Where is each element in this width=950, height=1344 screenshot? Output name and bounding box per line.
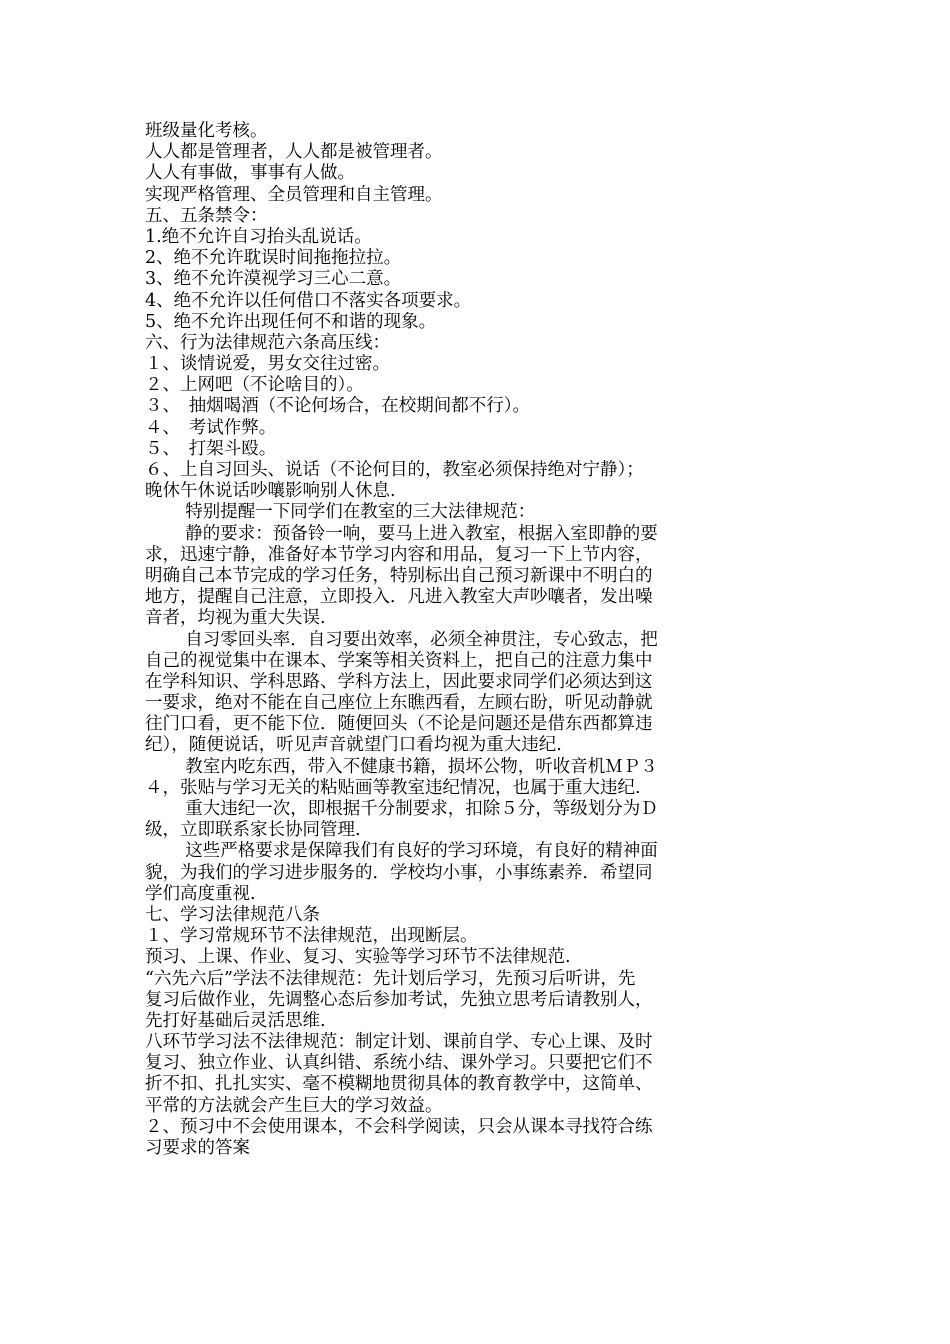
list-item: １、谈情说爱，男女交往过密。	[145, 354, 390, 375]
text-line: 平常的方法就会产生巨大的学习效益。	[145, 1095, 443, 1116]
paragraph-eight-steps	[145, 1032, 810, 1117]
text-line: ４，张贴与学习无关的粘贴画等教室违纪情况，也属于重大违纪.	[145, 777, 641, 798]
list-item: ２、预习中不会使用课本，不会科学阅读，只会从课本寻找符合练	[145, 1116, 653, 1137]
text-line: 求，迅速宁静，准备好本节学习内容和用品，复习一下上节内容，	[145, 544, 653, 565]
list-item: ５、 打架斗殴。	[145, 438, 277, 459]
text-line: 音者，均视为重大失误.	[145, 608, 326, 629]
paragraph-violation	[145, 799, 810, 841]
paragraph-six-first	[145, 969, 810, 1033]
list-item: 2、绝不允许耽误时间拖拖拉拉。	[145, 248, 402, 269]
list-item: 5、绝不允许出现任何不和谐的现象。	[145, 311, 437, 332]
list-item: １、学习常规环节不法律规范，出现断层。	[145, 926, 478, 947]
text-line: 折不扣、扎扎实实、毫不模糊地贯彻具体的教育教学中，这简单、	[145, 1074, 653, 1095]
text-line: 级，立即联系家长协同管理.	[145, 820, 361, 841]
text-line: 预习、上课、作业、复习、实验等学习环节不法律规范.	[145, 947, 571, 968]
text-line: 地方，提醒自己注意，立即投入．凡进入教室大声吵嚷者，发出噪	[145, 587, 653, 608]
text-line: 学们高度重视.	[145, 883, 256, 904]
list-item: 3、绝不允许漠视学习三心二意。	[145, 269, 402, 290]
text-line: 班级量化考核。	[145, 121, 268, 141]
paragraph-quiet	[145, 524, 810, 630]
paragraph-self-study	[145, 630, 810, 757]
paragraph-preview	[145, 1117, 810, 1159]
text-line: 晚休午休说话吵嚷影响别人休息.	[145, 481, 396, 502]
text-line: 实现严格管理、全员管理和自主管理。	[145, 184, 443, 205]
text-line: 人人有事做，事事有人做。	[145, 163, 355, 184]
text-line: 在学科知识、学科思路、学科方法上，因此要求同学们必须达到这	[145, 671, 653, 692]
text-line: 自习零回头率．自习要出效率，必须全神贯注，专心致志，把	[185, 629, 658, 650]
text-line: 八环节学习法不法律规范：制定计划、课前自学、专心上课、及时	[145, 1032, 653, 1053]
text-line: 明确自己本节完成的学习任务，特别标出自己预习新课中不明白的	[145, 565, 653, 586]
text-line: 复习后做作业，先调整心态后参加考试，先独立思考后请教别人，	[145, 989, 653, 1010]
special-title: 特别提醒一下同学们在教室的三大法律规范：	[185, 502, 536, 523]
text-line: 这些严格要求是保障我们有良好的学习环境，有良好的精神面	[185, 841, 658, 862]
text-line: 自己的视觉集中在课本、学案等相关资料上，把自己的注意力集中	[145, 650, 653, 671]
document-page	[145, 121, 810, 1159]
list-item: ３、 抽烟喝酒（不论何场合，在校期间都不行）。	[145, 396, 530, 417]
text-line: 重大违纪一次，即根据千分制要求，扣除５分，等级划分为Ｄ	[185, 799, 658, 819]
list-item: 1.绝不允许自习抬头乱说话。	[145, 226, 372, 247]
paragraph-classroom	[145, 757, 810, 799]
section-heading: 五、五条禁令：	[145, 205, 268, 226]
text-line: 教室内吃东西，带入不健康书籍，损坏公物，听收音机ＭＰ３	[185, 756, 658, 777]
text-line: 一要求，绝对不能在自己座位上东瞧西看，左顾右盼，听见动静就	[145, 693, 653, 714]
text-line: “六先六后”学法不法律规范：先计划后学习，先预习后听讲，先	[145, 968, 636, 989]
text-line: 静的要求：预备铃一响，要马上进入教室，根据入室即静的要	[185, 523, 658, 544]
paragraph-summary	[145, 841, 810, 905]
text-line: 貌，为我们的学习进步服务的．学校均小事，小事练素养．希望同	[145, 862, 653, 883]
list-item: ４、 考试作弊。	[145, 417, 277, 438]
text-line: 人人都是管理者，人人都是被管理者。	[145, 142, 443, 163]
list-item: 4、绝不允许以任何借口不落实各项要求。	[145, 290, 472, 311]
text-line: 往门口看，更不能下位．随便回头（不论是问题还是借东西都算违	[145, 714, 653, 735]
list-item: ２、上网吧（不论啥目的）。	[145, 375, 364, 396]
text-line: 先打好基础后灵活思维.	[145, 1010, 326, 1031]
section-heading: 七、学习法律规范八条	[145, 904, 320, 925]
list-item: ６、上自习回头、说话（不论何目的，教室必须保持绝对宁静）；	[145, 460, 644, 480]
text-line: 纪），随便说话，听见声音就望门口看均视为重大违纪.	[145, 735, 562, 756]
text-line: 习要求的答案	[145, 1138, 250, 1158]
text-line: 复习、独立作业、认真纠错、系统小结、课外学习。只要把它们不	[145, 1053, 653, 1074]
section-heading: 六、行为法律规范六条高压线：	[145, 332, 390, 353]
